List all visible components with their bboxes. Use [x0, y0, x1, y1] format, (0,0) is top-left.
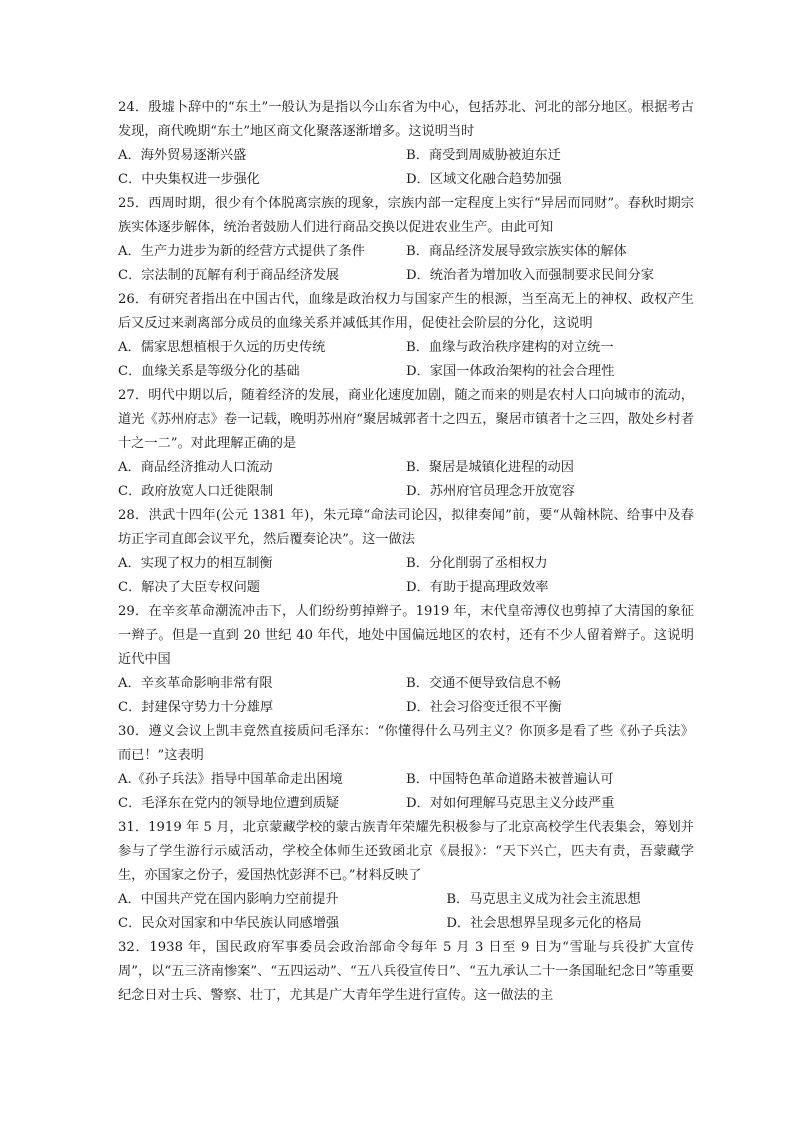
option-b: B．商受到周威胁被迫东迁: [406, 148, 561, 163]
question-stem: 24．殷墟卜辞中的“东土”一般认为是指以今山东省为中心，包括苏北、河北的部分地区。根据考古发现，商代晚期“东土”地区商文化聚落逐渐增多。这说明当时: [118, 100, 694, 139]
option-d: D．统治者为增加收入而强制要求民间分家: [406, 268, 654, 283]
question-stem: 27．明代中期以后，随着经济的发展，商业化速度加剧，随之而来的则是农村人口向城市的流动，道光《苏州府志》卷一记载，晚明苏州府“聚居城郭者十之四五，聚居市镇者十之三四，散处乡村者十之一二”。对此理解正确的是: [118, 388, 694, 451]
options: [118, 768, 694, 816]
option-d: D．区域文化融合趋势加强: [406, 172, 562, 187]
question-27: [118, 384, 694, 504]
option-c: C．政府放宽人口迁徙限制: [118, 484, 274, 499]
question-30: [118, 720, 694, 816]
options: [118, 240, 694, 288]
option-d: D．苏州府官员理念开放宽容: [406, 484, 575, 499]
option-a: A．实现了权力的相互制衡: [118, 556, 273, 571]
question-24: [118, 96, 694, 192]
option-d: D．社会习俗变迁很不平衡: [406, 700, 562, 715]
question-28: [118, 504, 694, 600]
option-b: B．马克思主义成为社会主流思想: [446, 892, 641, 907]
option-b: B．血缘与政治秩序建构的对立统一: [406, 340, 614, 355]
option-a: A．辛亥革命影响非常有限: [118, 676, 273, 691]
question-29: [118, 600, 694, 720]
option-c: C．宗法制的瓦解有利于商品经济发展: [118, 268, 340, 283]
option-b: B．商品经济发展导致宗族实体的解体: [406, 244, 627, 259]
question-31: [118, 816, 694, 936]
option-b: B．中国特色革命道路未被普遍认可: [406, 772, 614, 787]
option-a: A．海外贸易逐渐兴盛: [118, 148, 247, 163]
question-32: [118, 936, 694, 1008]
option-a: A．中国共产党在国内影响力空前提升: [118, 892, 339, 907]
option-d: D．社会思想界呈现多元化的格局: [446, 916, 642, 931]
option-a: A．儒家思想植根于久远的历史传统: [118, 340, 326, 355]
option-b: B．聚居是城镇化进程的动因: [406, 460, 574, 475]
option-a: A.《孙子兵法》指导中国革命走出困境: [118, 772, 343, 787]
option-d: D．对如何理解马克思主义分歧严重: [406, 796, 615, 811]
question-stem: 32．1938 年，国民政府军事委员会政治部命令每年 5 月 3 日至 9 日为“雪耻与兵役扩大宣传周”，以“五三济南惨案”、“五四运动”、“五八兵役宣传日”、“五九承认二十一条国耻纪念日”等重要纪念日对士兵、警察、壮丁，尤其是广大青年学生进行宣传。这一做法的主: [118, 940, 694, 1003]
question-stem: 30．遵义会议上凯丰竟然直接质问毛泽东：“你懂得什么马列主义？你顶多是看了些《孙子兵法》而已！”这表明: [118, 724, 694, 763]
option-c: C．毛泽东在党内的领导地位遭到质疑: [118, 796, 340, 811]
option-a: A．商品经济推动人口流动: [118, 460, 273, 475]
option-c: C．中央集权进一步强化: [118, 172, 260, 187]
question-26: [118, 288, 694, 384]
option-b: B．交通不便导致信息不畅: [406, 676, 561, 691]
options: [118, 144, 694, 192]
question-stem: 26．有研究者指出在中国古代，血缘是政治权力与国家产生的根源，当至高无上的神权、政权产生后又反过来剥离部分成员的血缘关系并减低其作用，促使社会阶层的分化，这说明: [118, 292, 694, 331]
options: [118, 888, 694, 936]
options: [118, 672, 694, 720]
options: [118, 336, 694, 384]
option-c: C．封建保守势力十分雄厚: [118, 700, 274, 715]
question-stem: 25．西周时期，很少有个体脱离宗族的现象，宗族内部一定程度上实行“异居而同财”。春秋时期宗族实体逐步解体，统治者鼓励人们进行商品交换以促进农业生产。由此可知: [118, 196, 694, 235]
option-d: D．有助于提高理政效率: [406, 580, 549, 595]
option-a: A．生产力进步为新的经营方式提供了条件: [118, 244, 365, 259]
option-c: C．血缘关系是等级分化的基础: [118, 364, 300, 379]
option-d: D．家国一体政治架构的社会合理性: [406, 364, 615, 379]
question-stem: 28．洪武十四年(公元 1381 年)，朱元璋“命法司论囚，拟律奏闻”前，要“从翰林院、给事中及春坊正字司直郎会议平允，然后覆奏论决”。这一做法: [118, 508, 694, 547]
question-25: [118, 192, 694, 288]
options: [118, 552, 694, 600]
options: [118, 456, 694, 504]
option-b: B．分化削弱了丞相权力: [406, 556, 548, 571]
question-stem: 29．在辛亥革命潮流冲击下，人们纷纷剪掉辫子。1919 年，末代皇帝溥仪也剪掉了大清国的象征一辫子。但是一直到 20 世纪 40 年代，地处中国偏远地区的农村，还有不少人留着辫子。这说明近代中国: [118, 604, 694, 667]
option-c: C．解决了大臣专权问题: [118, 580, 260, 595]
question-stem: 31．1919 年 5 月，北京蒙藏学校的蒙古族青年荣耀先积极参与了北京高校学生代表集会，筹划并参与了学生游行示威活动，学校全体师生还致函北京《晨报》：“天下兴亡，匹夫有责，吾蒙藏学生，亦国家之份子，爱国热忱彭湃不已。”材料反映了: [118, 820, 694, 883]
option-c: C．民众对国家和中华民族认同感增强: [118, 916, 340, 931]
